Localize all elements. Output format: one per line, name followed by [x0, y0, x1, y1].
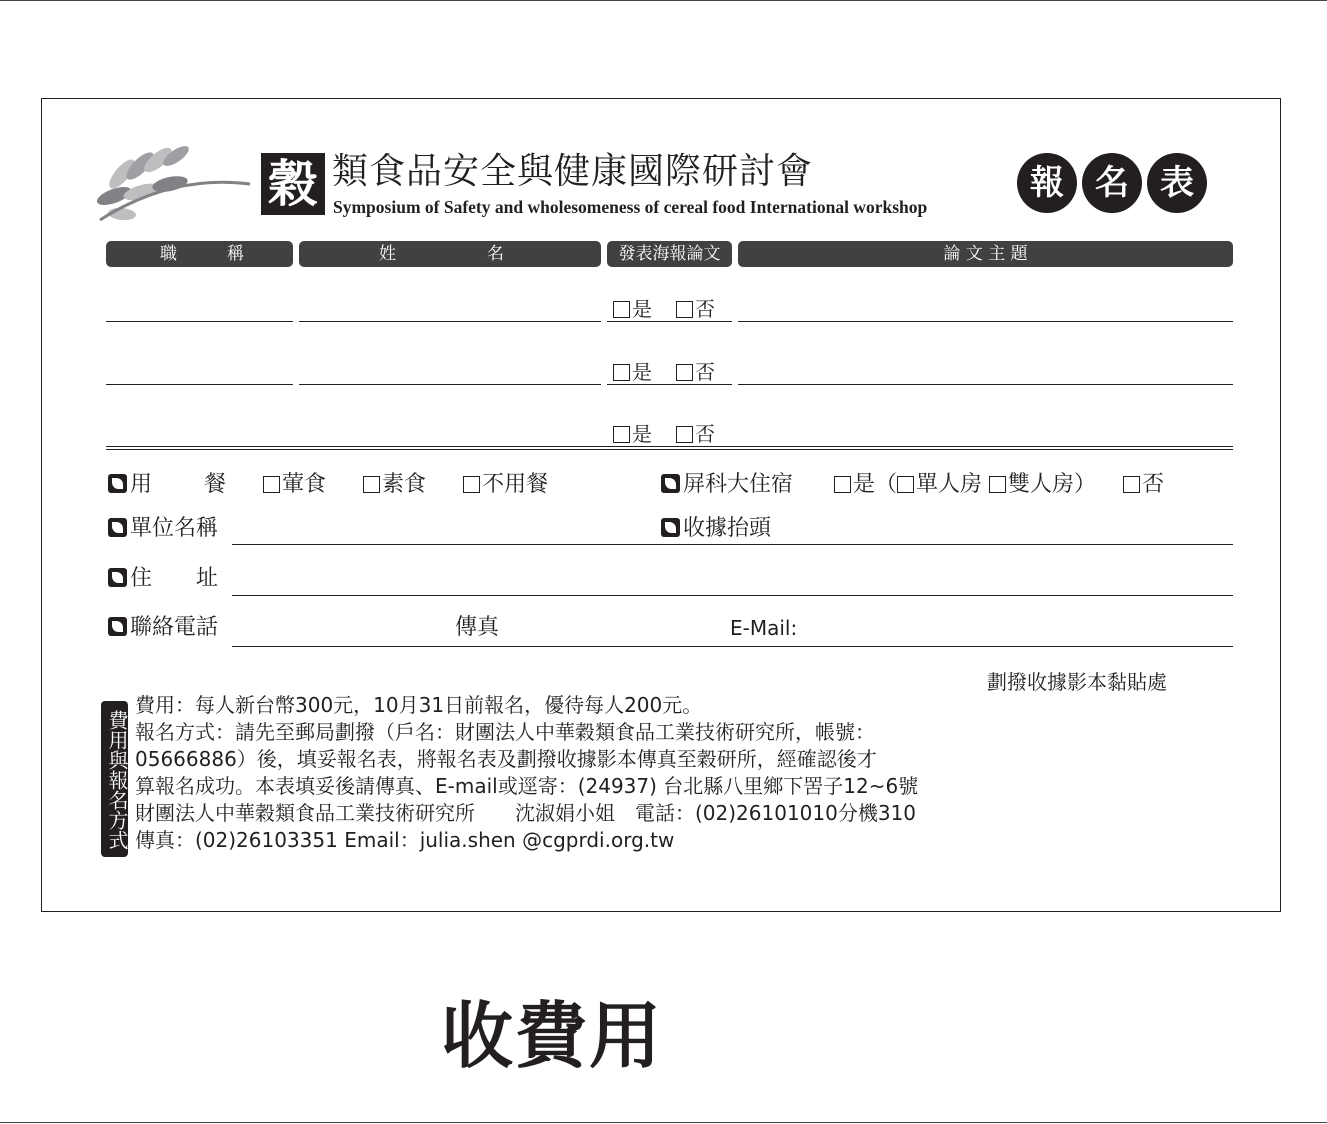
org-label: 單位名稱 [108, 515, 218, 543]
fee-line: 05666886）後，填妥報名表，將報名表及劃撥收據影本傳真至穀研所，經確認後才 [135, 747, 877, 771]
fee-line: 費用：每人新台幣300元，10月31日前報名，優待每人200元。 [135, 693, 703, 717]
checkbox-meat[interactable] [263, 476, 280, 493]
logo-grain-character: 穀 [261, 153, 325, 215]
contact-field[interactable] [232, 646, 1233, 647]
org-receipt-field[interactable] [232, 544, 1233, 545]
badge-bao: 報 [1017, 153, 1077, 213]
checkbox[interactable] [613, 426, 630, 443]
phone-label: 聯絡電話 [108, 614, 218, 642]
wheat-leaves-icon [92, 144, 252, 228]
checkbox-double-room[interactable] [989, 476, 1006, 493]
badge-biao: 表 [1147, 153, 1207, 213]
meal-row: 用 餐 葷食 素食 不用餐 [108, 471, 548, 499]
badge-ming: 名 [1082, 153, 1142, 213]
checkbox[interactable] [676, 364, 693, 381]
fax-label: 傳真 [455, 615, 500, 640]
leaf-bullet-icon [661, 474, 680, 493]
address-label: 住 址 [108, 565, 218, 593]
row1-topic-field[interactable] [738, 321, 1233, 322]
checkbox-no-meal[interactable] [463, 476, 480, 493]
table-bottom-double-rule [106, 446, 1233, 450]
fee-line: 傳真：(02)26103351 Email：julia.shen @cgprdi.org.tw [135, 828, 675, 852]
fee-line: 財團法人中華穀類食品工業技術研究所 沈淑娟小姐 電話：(02)26101010分機310 [135, 801, 917, 825]
email-label: E-Mail: [730, 616, 798, 640]
leaf-bullet-icon [661, 518, 680, 537]
leaf-bullet-icon [108, 474, 127, 493]
fee-info [135, 692, 918, 854]
row1-name-field[interactable] [299, 321, 601, 322]
row2-poster-choice: 是 否 [613, 356, 715, 385]
leaf-bullet-icon [108, 617, 127, 636]
fee-line: 報名方式：請先至郵局劃撥（戶名：財團法人中華穀類食品工業技術研究所，帳號： [135, 720, 875, 744]
checkbox-lodging-yes[interactable] [834, 476, 851, 493]
row2-title-field[interactable] [106, 384, 293, 385]
header-job-title: 職 稱 [106, 241, 293, 267]
checkbox[interactable] [676, 301, 693, 318]
leaf-bullet-icon [108, 568, 127, 587]
row2-name-field[interactable] [299, 384, 601, 385]
receipt-paste-note: 劃撥收據影本黏貼處 [987, 670, 1167, 694]
checkbox[interactable] [613, 301, 630, 318]
row3-poster-choice: 是 否 [613, 418, 715, 447]
title-english: Symposium of Safety and wholesomeness of cereal food International workshop [333, 197, 928, 217]
row1-title-field[interactable] [106, 321, 293, 322]
title-chinese: 類食品安全與健康國際研討會 [332, 151, 814, 192]
top-edge-line [0, 0, 1327, 1]
header-name: 姓 名 [299, 241, 601, 267]
header-poster: 發表海報論文 [607, 241, 732, 267]
receipt-label: 收據抬頭 [661, 515, 771, 543]
header-topic: 論 文 主 題 [738, 241, 1233, 267]
checkbox[interactable] [676, 426, 693, 443]
lodging-row: 屏科大住宿 是（ 單人房 雙人房） 否 [661, 471, 1164, 499]
footer-title: 收費用 [441, 994, 664, 1078]
leaf-bullet-icon [108, 518, 127, 537]
checkbox[interactable] [613, 364, 630, 381]
row2-topic-field[interactable] [738, 384, 1233, 385]
bottom-edge-line [0, 1122, 1327, 1123]
fee-line: 算報名成功。本表填妥後請傳真、E-mail或逕寄：(24937) 台北縣八里鄉下罟子12~6號 [135, 774, 919, 798]
checkbox-vegetarian[interactable] [363, 476, 380, 493]
row1-poster-choice: 是 否 [613, 293, 715, 322]
address-field[interactable] [232, 595, 1233, 596]
fee-registration-tab: 費用與報名方式 [101, 701, 128, 857]
checkbox-lodging-no[interactable] [1123, 476, 1140, 493]
checkbox-single-room[interactable] [897, 476, 914, 493]
